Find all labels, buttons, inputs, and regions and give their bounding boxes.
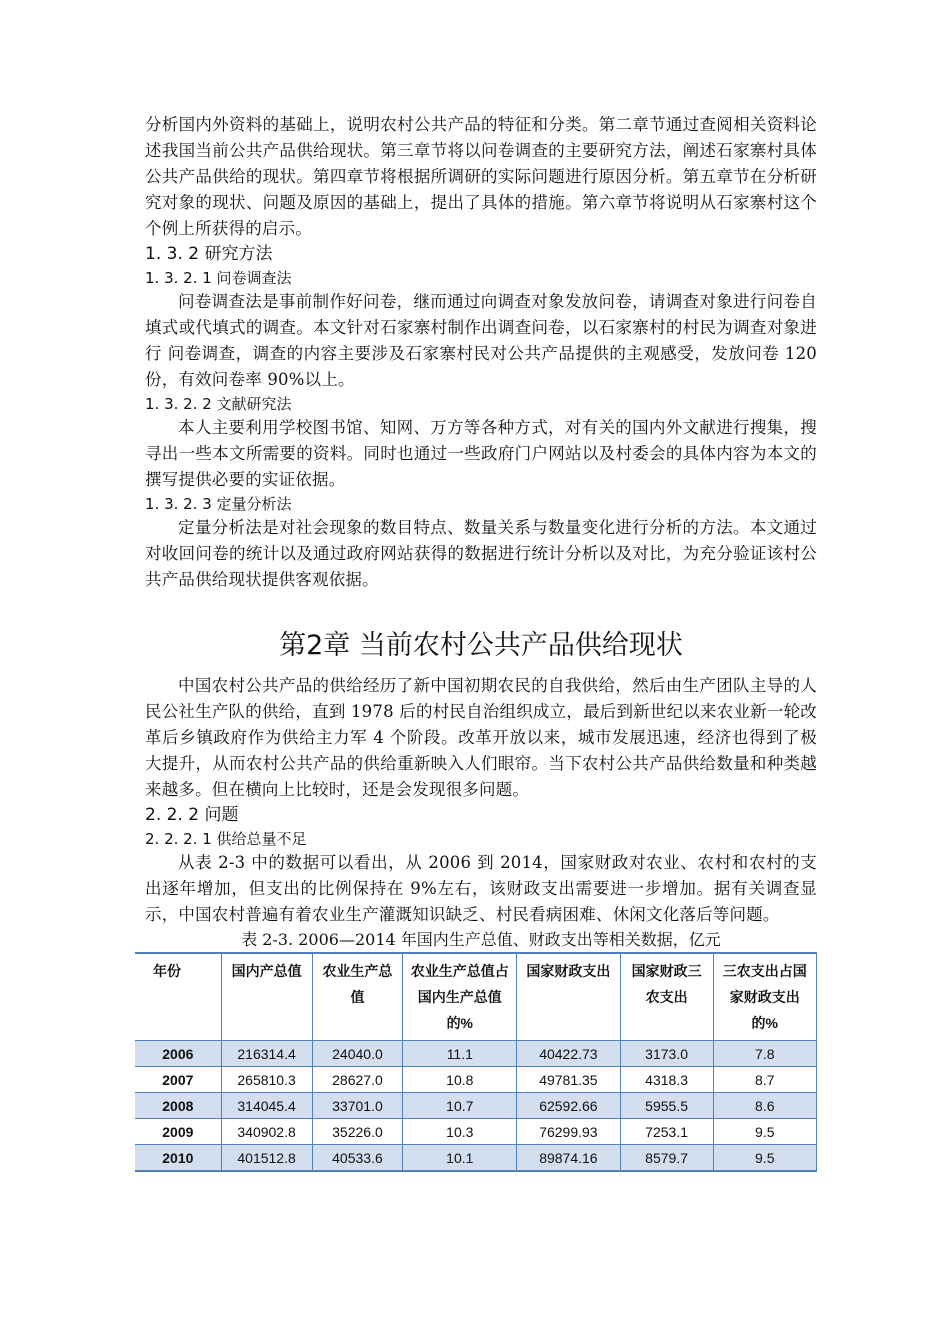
- cell-gdp: 314045.4: [221, 1093, 312, 1119]
- cell-agri-share: 10.1: [403, 1145, 517, 1172]
- cell-three-rural-expenditure: 3173.0: [620, 1041, 713, 1067]
- header-fiscal-expenditure: 国家财政支出: [517, 953, 620, 1041]
- supply-shortage-paragraph: 从表 2-3 中的数据可以看出，从 2006 到 2014，国家财政对农业、农村和农村的支出逐年增加，但支出的比例保持在 9%左右，该财政支出需要进一步增加。据有关调查显示，中国农村普遍有着农业生产灌溉知识缺乏、村民看病困难、休闲文化落后等问题。: [145, 853, 817, 924]
- fiscal-data-table: [135, 952, 817, 1172]
- header-gdp: 国内产总值: [221, 953, 312, 1041]
- cell-fiscal-expenditure: 49781.35: [517, 1067, 620, 1093]
- document-page: [145, 112, 817, 1172]
- cell-three-rural-expenditure: 7253.1: [620, 1119, 713, 1145]
- section-heading-1-3-2: 1. 3. 2 研究方法: [145, 244, 273, 264]
- cell-three-rural-share: 9.5: [713, 1145, 816, 1172]
- cell-agri-share: 10.7: [403, 1093, 517, 1119]
- subsection-heading-1-3-2-1: 1. 3. 2. 1 问卷调查法: [145, 269, 292, 287]
- cell-agri-share: 11.1: [403, 1041, 517, 1067]
- cell-fiscal-expenditure: 62592.66: [517, 1093, 620, 1119]
- cell-gdp: 216314.4: [221, 1041, 312, 1067]
- header-three-rural-expenditure: 国家财政三农支出: [620, 953, 713, 1041]
- cell-fiscal-expenditure: 89874.16: [517, 1145, 620, 1172]
- table-header-row: [135, 953, 817, 1041]
- table-row: [135, 1119, 817, 1145]
- subsection-heading-1-3-2-2: 1. 3. 2. 2 文献研究法: [145, 395, 292, 413]
- header-year: 年份: [135, 953, 221, 1041]
- table-row: [135, 1093, 817, 1119]
- quantitative-method-paragraph: 定量分析法是对社会现象的数目特点、数量关系与数量变化进行分析的方法。本文通过对收回问卷的统计以及通过政府网站获得的数据进行统计分析以及对比，为充分验证该村公共产品供给现状提供客观依据。: [145, 518, 817, 589]
- cell-gdp: 265810.3: [221, 1067, 312, 1093]
- cell-agri-output: 24040.0: [312, 1041, 403, 1067]
- table-caption: 表 2-3. 2006—2014 年国内生产总值、财政支出等相关数据，亿元: [241, 930, 721, 949]
- cell-three-rural-expenditure: 8579.7: [620, 1145, 713, 1172]
- cell-year: 2007: [135, 1067, 221, 1093]
- section-heading-2-2-2: 2. 2. 2 问题: [145, 805, 239, 825]
- cell-year: 2009: [135, 1119, 221, 1145]
- questionnaire-method-paragraph: 问卷调查法是事前制作好问卷，继而通过向调查对象发放问卷，请调查对象进行问卷自填式或代填式的调查。本文针对石家寨村制作出调查问卷，以石家寨村的村民为调查对象进行 问卷调查，调查的内容主要涉及石家寨村民对公共产品提供的主观感受，发放问卷 120 份，有效问卷率 90%以上。: [145, 292, 817, 389]
- cell-agri-output: 35226.0: [312, 1119, 403, 1145]
- cell-agri-output: 33701.0: [312, 1093, 403, 1119]
- header-agri-share: 农业生产总值占国内生产总值的%: [403, 953, 517, 1041]
- cell-year: 2008: [135, 1093, 221, 1119]
- table-row: [135, 1067, 817, 1093]
- cell-gdp: 401512.8: [221, 1145, 312, 1172]
- cell-three-rural-share: 8.6: [713, 1093, 816, 1119]
- cell-three-rural-expenditure: 4318.3: [620, 1067, 713, 1093]
- chapter-title: 第2章 当前农村公共产品供给现状: [279, 630, 683, 661]
- cell-fiscal-expenditure: 76299.93: [517, 1119, 620, 1145]
- table-row: [135, 1145, 817, 1172]
- cell-agri-output: 40533.6: [312, 1145, 403, 1172]
- cell-year: 2010: [135, 1145, 221, 1172]
- header-agri-output: 农业生产总值: [312, 953, 403, 1041]
- subsection-heading-1-3-2-3: 1. 3. 2. 3 定量分析法: [145, 495, 292, 513]
- cell-agri-output: 28627.0: [312, 1067, 403, 1093]
- cell-three-rural-expenditure: 5955.5: [620, 1093, 713, 1119]
- cell-three-rural-share: 9.5: [713, 1119, 816, 1145]
- intro-paragraph: 分析国内外资料的基础上，说明农村公共产品的特征和分类。第二章节通过查阅相关资料论述我国当前公共产品供给现状。第三章节将以问卷调查的主要研究方法，阐述石家寨村具体公共产品供给的现状。第四章节将根据所调研的实际问题进行原因分析。第五章节在分析研究对象的现状、问题及原因的基础上，提出了具体的措施。第六章节将说明从石家寨村这个个例上所获得的启示。: [145, 115, 817, 238]
- chapter-intro-paragraph: 中国农村公共产品的供给经历了新中国初期农民的自我供给，然后由生产团队主导的人民公社生产队的供给，直到 1978 后的村民自治组织成立，最后到新世纪以来农业新一轮改革后乡镇政府作为供给主力军 4 个阶段。改革开放以来，城市发展迅速，经济也得到了极大提升，从而农村公共产品的供给重新映入人们眼帘。当下农村公共产品供给数量和种类越来越多。但在横向上比较时，还是会发现很多问题。: [145, 676, 817, 799]
- cell-three-rural-share: 8.7: [713, 1067, 816, 1093]
- subsection-heading-2-2-2-1: 2. 2. 2. 1 供给总量不足: [145, 830, 307, 848]
- table-row: [135, 1041, 817, 1067]
- cell-gdp: 340902.8: [221, 1119, 312, 1145]
- cell-fiscal-expenditure: 40422.73: [517, 1041, 620, 1067]
- literature-method-paragraph: 本人主要利用学校图书馆、知网、万方等各种方式，对有关的国内外文献进行搜集，搜寻出一些本文所需要的资料。同时也通过一些政府门户网站以及村委会的具体内容为本文的撰写提供必要的实证依据。: [145, 418, 817, 489]
- cell-year: 2006: [135, 1041, 221, 1067]
- cell-three-rural-share: 7.8: [713, 1041, 816, 1067]
- cell-agri-share: 10.8: [403, 1067, 517, 1093]
- cell-agri-share: 10.3: [403, 1119, 517, 1145]
- header-three-rural-share: 三农支出占国家财政支出的%: [713, 953, 816, 1041]
